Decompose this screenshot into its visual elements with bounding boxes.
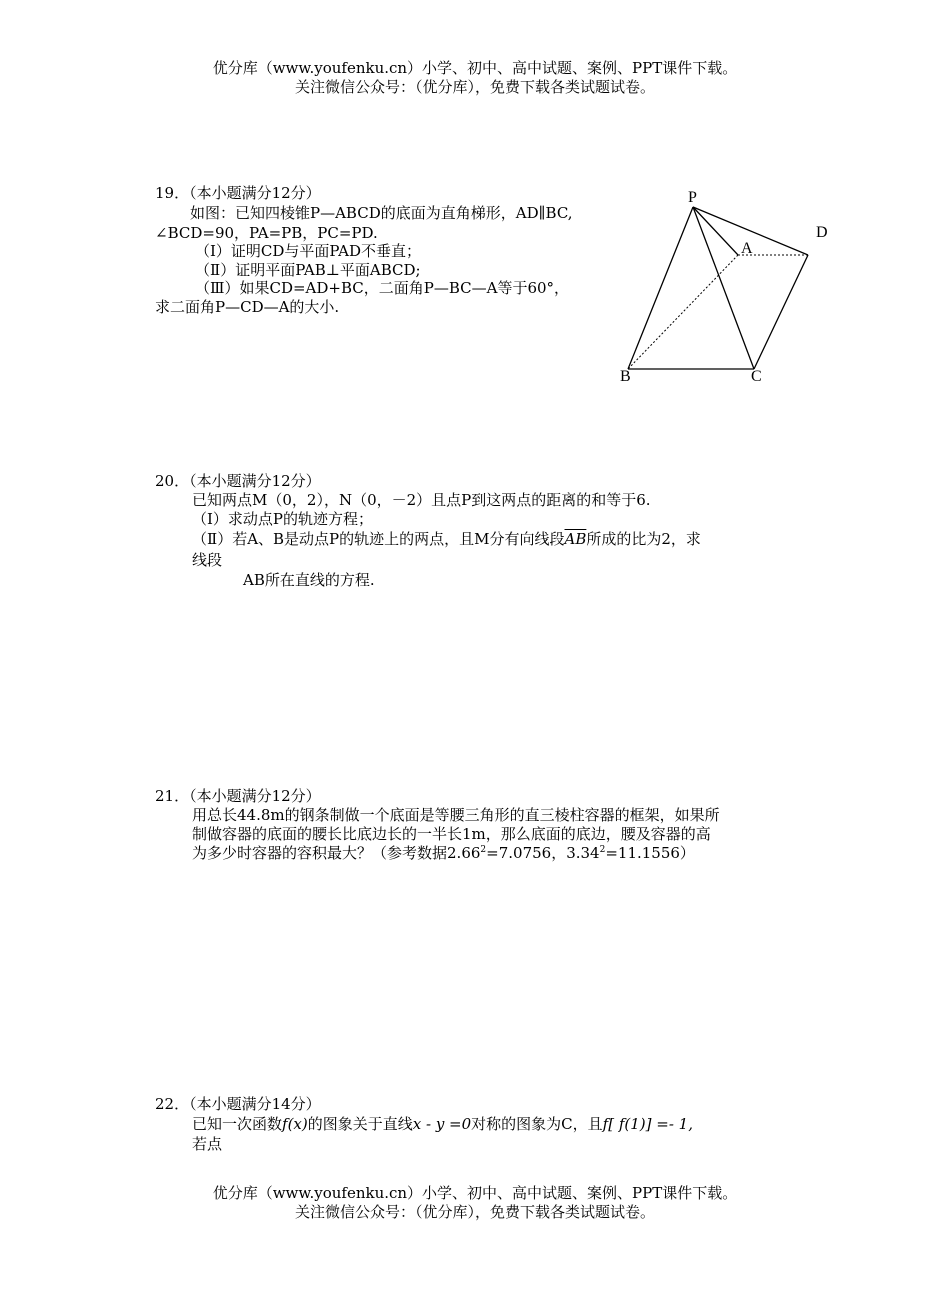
q22-func: f(x) (282, 1115, 308, 1133)
label-P: P (688, 189, 697, 206)
q21-exp-2: 2 (599, 845, 606, 855)
q19-line-1: 如图：已知四棱锥P—ABCD的底面为直角梯形，AD∥BC, (190, 204, 573, 222)
footer-line-2: 关注微信公众号：（优分库），免费下载各类试题试卷。 (294, 1203, 655, 1221)
pyramid-figure (610, 180, 840, 394)
q21-exp-1: 2 (480, 845, 487, 855)
q21-line-3-a: 为多少时容器的容积最大？（参考数据2.66 (192, 844, 481, 862)
q20-line-1: 已知两点M（0，2），N（0，－2）且点P到这两点的距离的和等于6. (192, 491, 651, 509)
vector-AB: $\overline{AB}$ (564, 530, 587, 548)
q21-line-2: 制做容器的底面的腰长比底边长的一半长1m，那么底面的底边，腰及容器的高 (192, 825, 711, 843)
q22-heading: 22．（本小题满分14分） (155, 1095, 321, 1113)
q21-line-1: 用总长44.8m的钢条制做一个底面是等腰三角形的直三棱柱容器的框架，如果所 (192, 806, 720, 824)
q20-line-5: AB所在直线的方程. (243, 571, 375, 589)
q19-part-2: （Ⅱ）证明平面PAB⊥平面ABCD; (195, 261, 421, 279)
label-B: B (620, 368, 631, 385)
q20-line-4: 线段 (192, 551, 223, 569)
q22-line-1-a: 已知一次函数 (192, 1115, 283, 1133)
q22-composite: f[ f(1)] =- 1, (602, 1115, 693, 1133)
label-C: C (751, 368, 762, 385)
q22-line-2: 若点 (192, 1135, 223, 1153)
q19-part-3: （Ⅲ）如果CD=AD+BC，二面角P—BC—A等于60°， (195, 279, 570, 297)
q22-line-1-c: 对称的图象为C，且 (471, 1115, 603, 1133)
q19-line-6: 求二面角P—CD—A的大小. (155, 298, 340, 316)
q21-line-3 (192, 843, 695, 863)
q19-line-2: ∠BCD=90，PA=PB，PC=PD. (155, 224, 378, 242)
edge-PC (693, 207, 754, 369)
q20-part-1: （Ⅰ）求动点P的轨迹方程； (192, 510, 374, 528)
q22-line-1 (192, 1114, 693, 1134)
q21-line-3-b: =7.0756，3.34 (486, 844, 600, 862)
edge-AB-dashed (628, 255, 738, 369)
q20-part-2-b: 所成的比为2，求 (586, 530, 701, 548)
footer-line-1: 优分库（www.youfenku.cn）小学、初中、高中试题、案例、PPT课件下载。 (212, 1184, 738, 1202)
q22-line-1-b: 的图象关于直线 (307, 1115, 413, 1133)
q19-part-1: （Ⅰ）证明CD与平面PAD不垂直； (195, 242, 422, 260)
q20-heading: 20．（本小题满分12分） (155, 472, 321, 490)
q22-line-eq: x - y =0 (412, 1115, 472, 1133)
header-line-2: 关注微信公众号：（优分库），免费下载各类试题试卷。 (294, 78, 655, 96)
label-A: A (741, 240, 753, 257)
q21-line-3-c: =11.1556） (605, 844, 695, 862)
header-line-1: 优分库（www.youfenku.cn）小学、初中、高中试题、案例、PPT课件下载。 (212, 59, 738, 77)
edge-PA (693, 207, 738, 255)
edge-CD (754, 255, 808, 369)
q20-part-2 (192, 529, 701, 549)
label-D: D (816, 224, 828, 241)
q19-heading: 19．（本小题满分12分） (155, 184, 321, 202)
q20-part-2-a: （Ⅱ）若A、B是动点P的轨迹上的两点，且M分有向线段 (192, 530, 565, 548)
q21-heading: 21．（本小题满分12分） (155, 787, 321, 805)
edge-PB (628, 207, 693, 369)
